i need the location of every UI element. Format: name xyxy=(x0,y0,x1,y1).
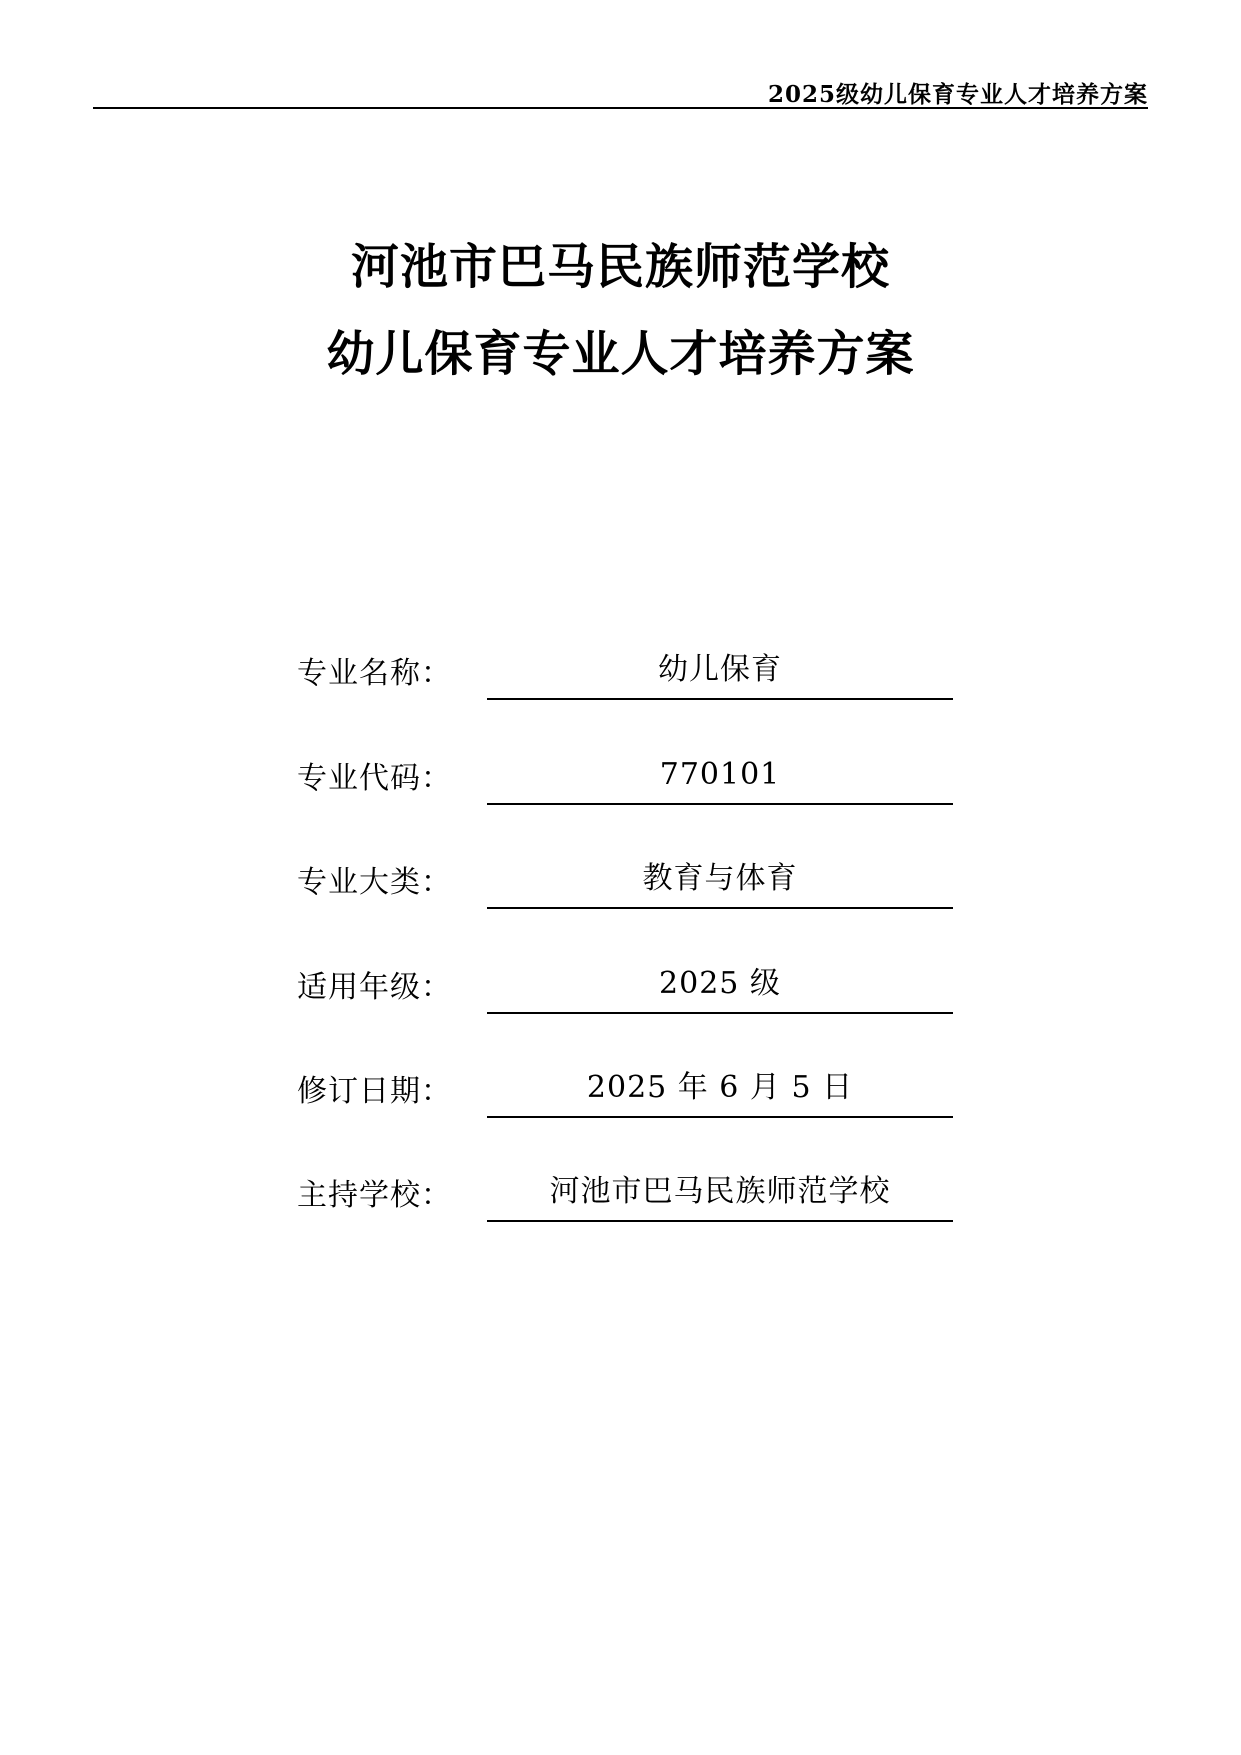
info-row-host-school xyxy=(297,1170,957,1222)
revision-date-label: 修订日期： xyxy=(297,1074,452,1109)
host-school-value: 河池市巴马民族师范学校 xyxy=(487,1172,953,1222)
info-row-revision-date xyxy=(297,1066,957,1118)
host-school-label: 主持学校： xyxy=(297,1178,452,1213)
major-name-label: 专业名称： xyxy=(297,656,452,691)
info-fields xyxy=(297,0,957,1755)
info-row-major-code xyxy=(297,753,957,805)
revision-date-value: 2025 年 6 月 5 日 xyxy=(487,1068,953,1118)
document-title-plan: 幼儿保育专业人才培养方案 xyxy=(326,326,915,382)
grade-value: 2025 级 xyxy=(487,964,953,1014)
info-row-grade xyxy=(297,962,957,1014)
major-code-value: 770101 xyxy=(487,755,953,805)
major-category-label: 专业大类： xyxy=(297,865,452,900)
info-row-major-category xyxy=(297,857,957,909)
document-title-school: 河池市巴马民族师范学校 xyxy=(350,239,890,295)
major-name-value: 幼儿保育 xyxy=(487,650,953,700)
running-header: 2025级幼儿保育专业人才培养方案 xyxy=(767,81,1148,108)
info-row-major-name xyxy=(297,648,957,700)
major-category-value: 教育与体育 xyxy=(487,859,953,909)
grade-label: 适用年级： xyxy=(297,970,452,1005)
major-code-label: 专业代码： xyxy=(297,761,452,796)
